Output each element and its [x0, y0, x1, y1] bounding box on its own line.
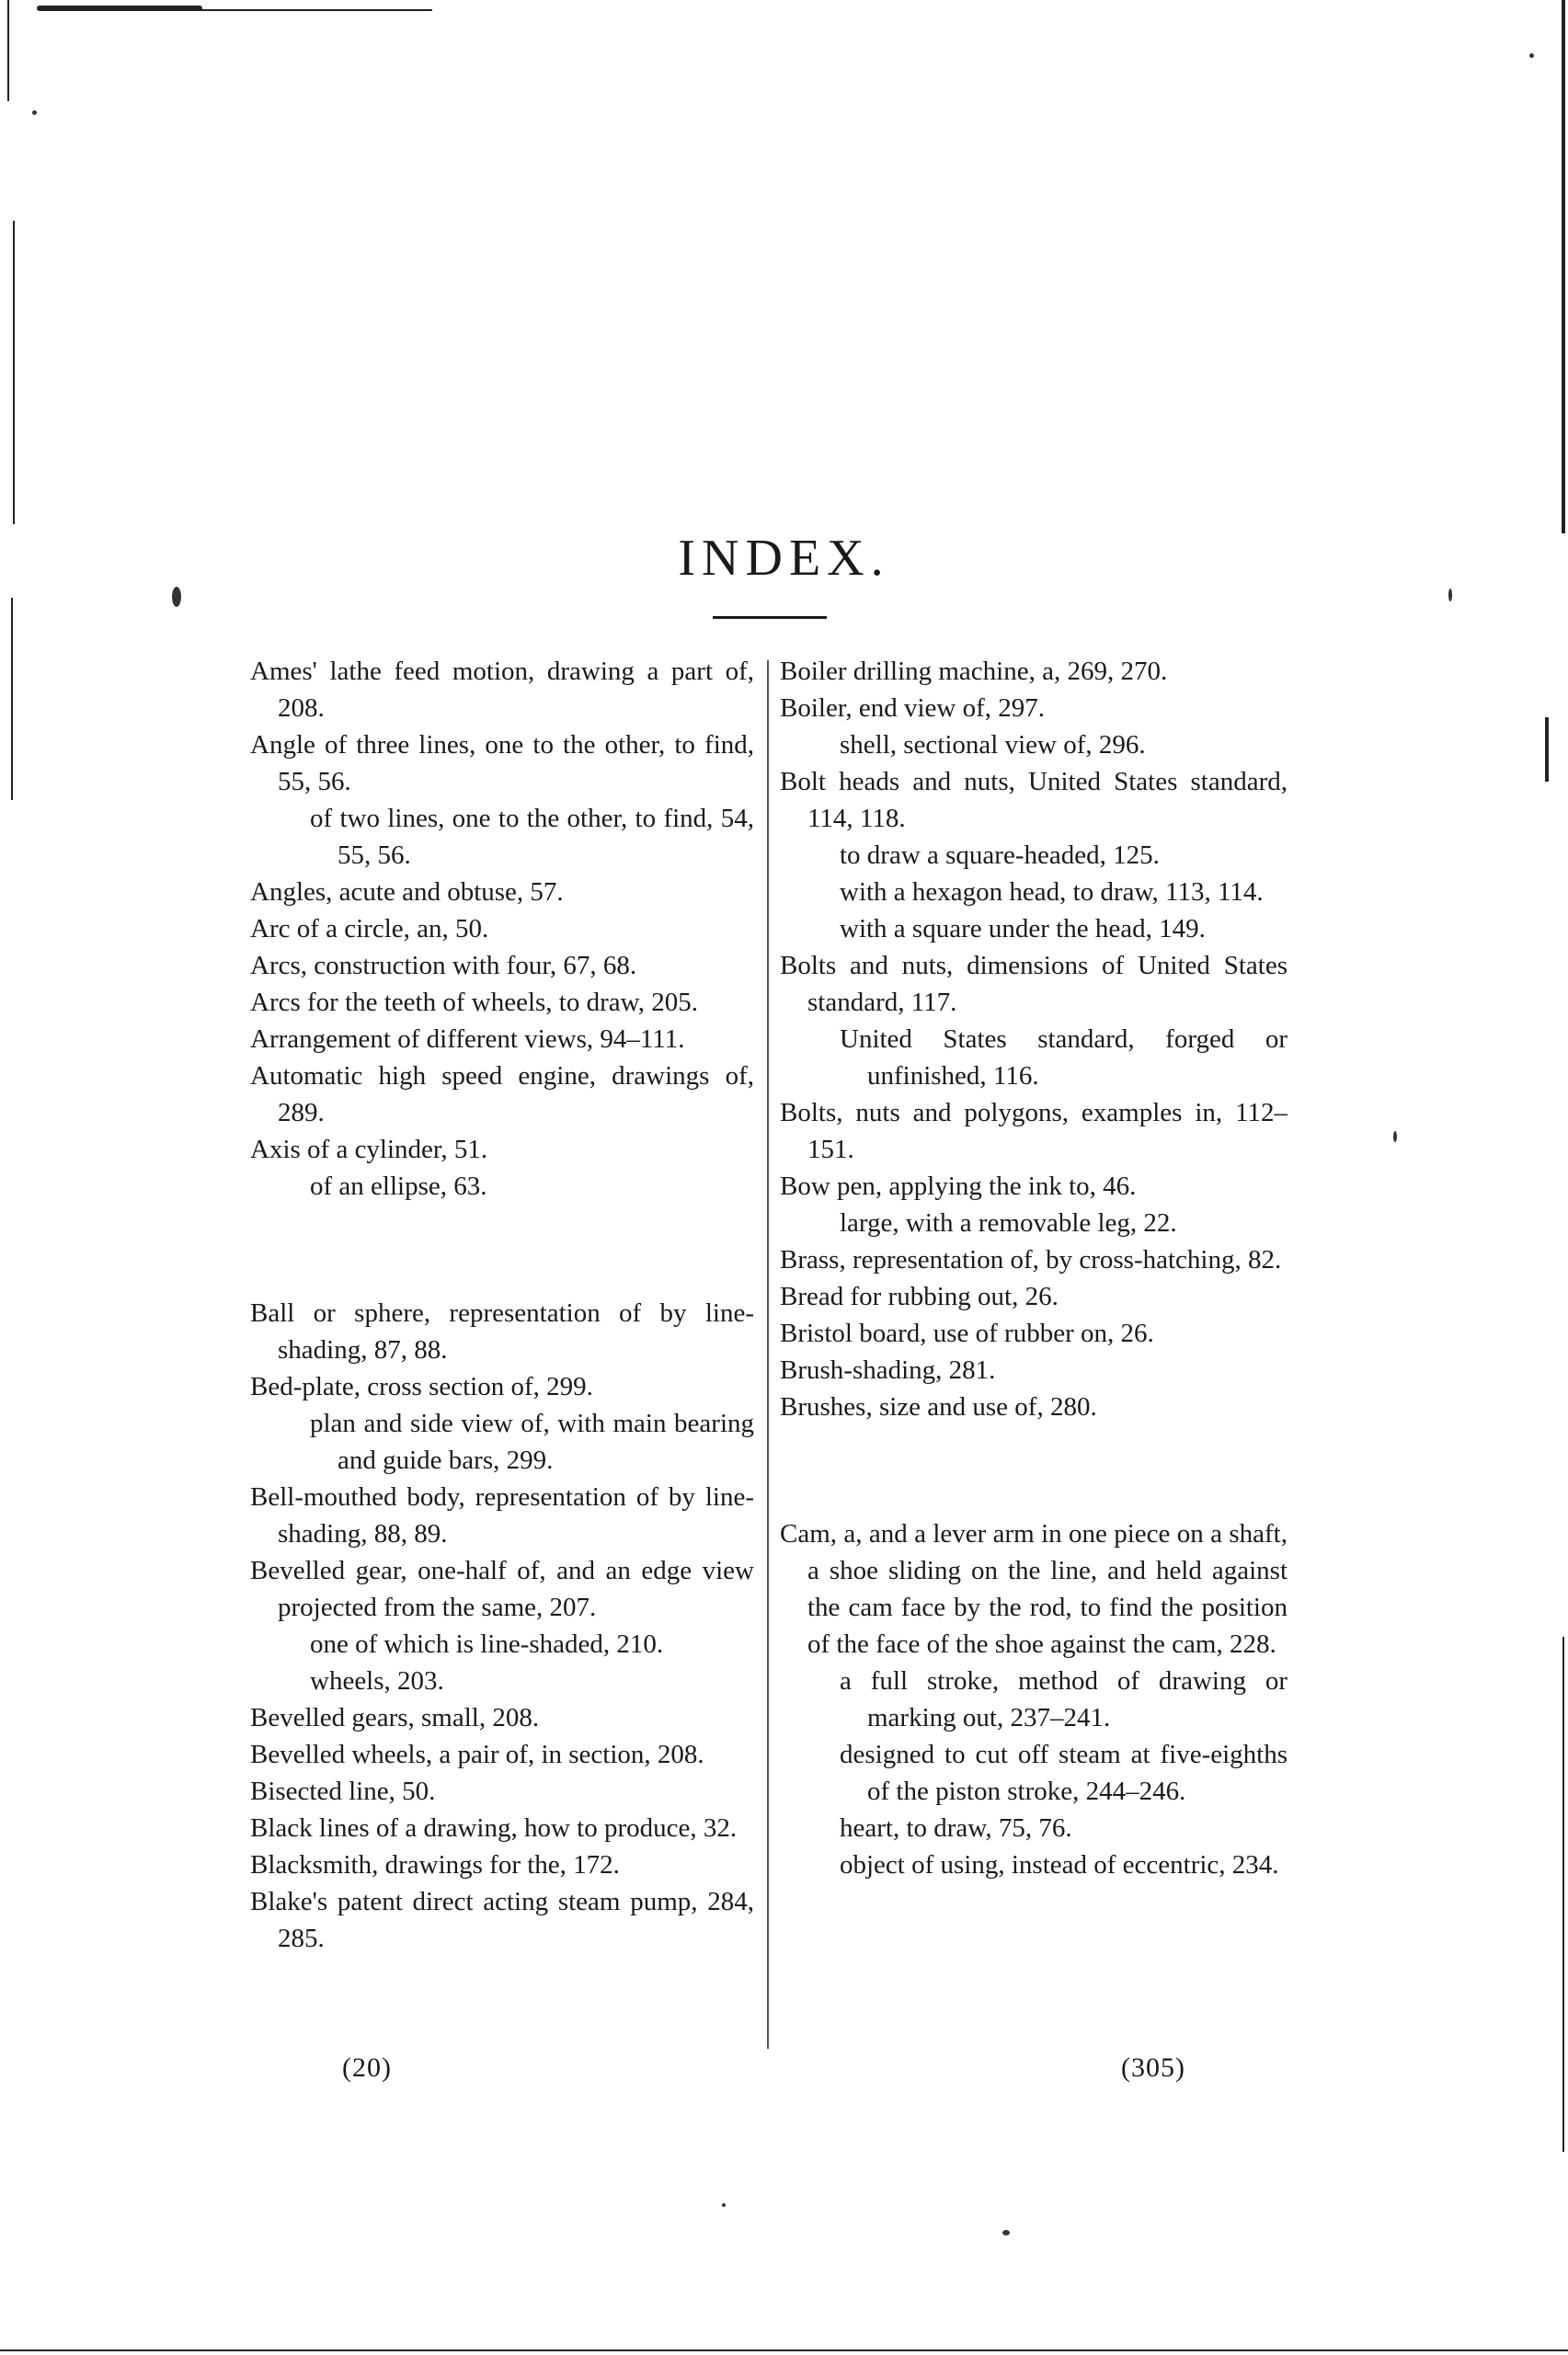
index-subentry: object of using, instead of eccentric, 234. [840, 1850, 1279, 1880]
index-entry: Arc of a circle, an, 50. [250, 914, 489, 943]
column-divider [767, 660, 769, 2049]
index-entry: Arcs for the teeth of wheels, to draw, 205. [250, 988, 698, 1017]
index-subentry: large, with a removable leg, 22. [840, 1208, 1177, 1238]
index-column-left [250, 653, 754, 1957]
index-entry: Automatic high speed engine, drawings of, 289. [250, 1061, 754, 1127]
index-entry: Black lines of a drawing, how to produce, 32. [250, 1813, 738, 1843]
index-subentry: with a square under the head, 149. [840, 914, 1206, 943]
index-entry: Bow pen, applying the ink to, 46. [780, 1172, 1137, 1201]
scan-speck [1002, 2230, 1010, 2235]
index-subentry: one of which is line-shaded, 210. [310, 1629, 664, 1659]
scan-edge-right-3 [1562, 1637, 1564, 2152]
index-entry: Bolts and nuts, dimensions of United States standard, 117. [780, 951, 1288, 1017]
index-subentry: United States standard, forged or unfinished, 116. [840, 1024, 1288, 1091]
scan-speck [172, 587, 181, 607]
scan-speck [1448, 589, 1452, 601]
index-subentry: shell, sectional view of, 296. [840, 730, 1146, 760]
scan-edge-left-3 [11, 598, 13, 800]
index-subentry: a full stroke, method of drawing or marking out, 237–241. [840, 1666, 1288, 1732]
index-entry: Blacksmith, drawings for the, 172. [250, 1850, 620, 1880]
index-entry: Boiler drilling machine, a, 269, 270. [780, 657, 1168, 686]
title-rule [713, 616, 827, 619]
index-entry: Bevelled gear, one-half of, and an edge view projected from the same, 207. [250, 1556, 754, 1622]
index-entry: Bolt heads and nuts, United States standard, 114, 118. [780, 767, 1288, 833]
index-column-right [780, 653, 1288, 1883]
index-subentry: heart, to draw, 75, 76. [840, 1813, 1072, 1843]
scan-edge-left-2 [13, 221, 15, 524]
index-section-gap [250, 1231, 754, 1268]
page-title: INDEX. [678, 530, 890, 587]
scan-speck [1393, 1131, 1397, 1142]
index-entry: Blake's patent direct acting steam pump, 284, 285. [250, 1887, 754, 1953]
index-subentry: wheels, 203. [310, 1666, 444, 1696]
index-entry: Brush-shading, 281. [780, 1355, 996, 1385]
scan-speck [1529, 53, 1534, 58]
scan-edge-bottom [0, 2349, 1568, 2351]
page-number-left: (20) [342, 2052, 392, 2083]
index-entry: Angles, acute and obtuse, 57. [250, 877, 564, 907]
index-entry: Brass, representation of, by cross-hatching, 82. [780, 1245, 1282, 1275]
index-subentry: plan and side view of, with main bearing and guide bars, 299. [310, 1409, 754, 1475]
index-entry: Brushes, size and use of, 280. [780, 1392, 1097, 1422]
index-subentry: to draw a square-headed, 125. [840, 840, 1160, 870]
scan-edge-left [7, 0, 9, 101]
index-entry: Angle of three lines, one to the other, to find, 55, 56. [250, 730, 754, 796]
index-entry: Bevelled gears, small, 208. [250, 1703, 540, 1732]
index-entry: Ball or sphere, representation of by line-shading, 87, 88. [250, 1298, 754, 1365]
scan-speck [32, 110, 37, 115]
index-entry: Arcs, construction with four, 67, 68. [250, 951, 637, 980]
scan-smudge-top [37, 6, 202, 11]
index-entry: Bisected line, 50. [250, 1777, 436, 1806]
index-subentry: of an ellipse, 63. [310, 1172, 487, 1201]
index-section-gap [780, 1452, 1288, 1489]
index-entry: Axis of a cylinder, 51. [250, 1135, 488, 1164]
scan-edge-right-2 [1545, 717, 1549, 782]
index-entry: Ames' lathe feed motion, drawing a part of, 208. [250, 657, 754, 723]
scan-speck [722, 2203, 726, 2207]
index-entry: Cam, a, and a lever arm in one piece on a shaft, a shoe sliding on the line, and held against the cam face by the rod, to find the position of the face of the shoe against the cam, 228. [780, 1519, 1288, 1659]
index-entry: Bolts, nuts and polygons, examples in, 112–151. [780, 1098, 1288, 1164]
index-entry: Boiler, end view of, 297. [780, 693, 1045, 723]
index-entry: Bristol board, use of rubber on, 26. [780, 1319, 1154, 1348]
index-subentry: of two lines, one to the other, to find, 54, 55, 56. [310, 804, 754, 870]
index-entry: Bed-plate, cross section of, 299. [250, 1372, 593, 1401]
index-entry: Bread for rubbing out, 26. [780, 1282, 1059, 1311]
index-entry: Arrangement of different views, 94–111. [250, 1024, 685, 1054]
scan-smudge-top-tail [193, 9, 432, 11]
index-subentry: with a hexagon head, to draw, 113, 114. [840, 877, 1264, 907]
page-number-right: (305) [1121, 2052, 1185, 2083]
index-entry: Bevelled wheels, a pair of, in section, 208. [250, 1740, 704, 1769]
scan-edge-right [1562, 0, 1565, 533]
index-subentry: designed to cut off steam at five-eighths of the piston stroke, 244–246. [840, 1740, 1288, 1806]
index-entry: Bell-mouthed body, representation of by line-shading, 88, 89. [250, 1482, 754, 1549]
